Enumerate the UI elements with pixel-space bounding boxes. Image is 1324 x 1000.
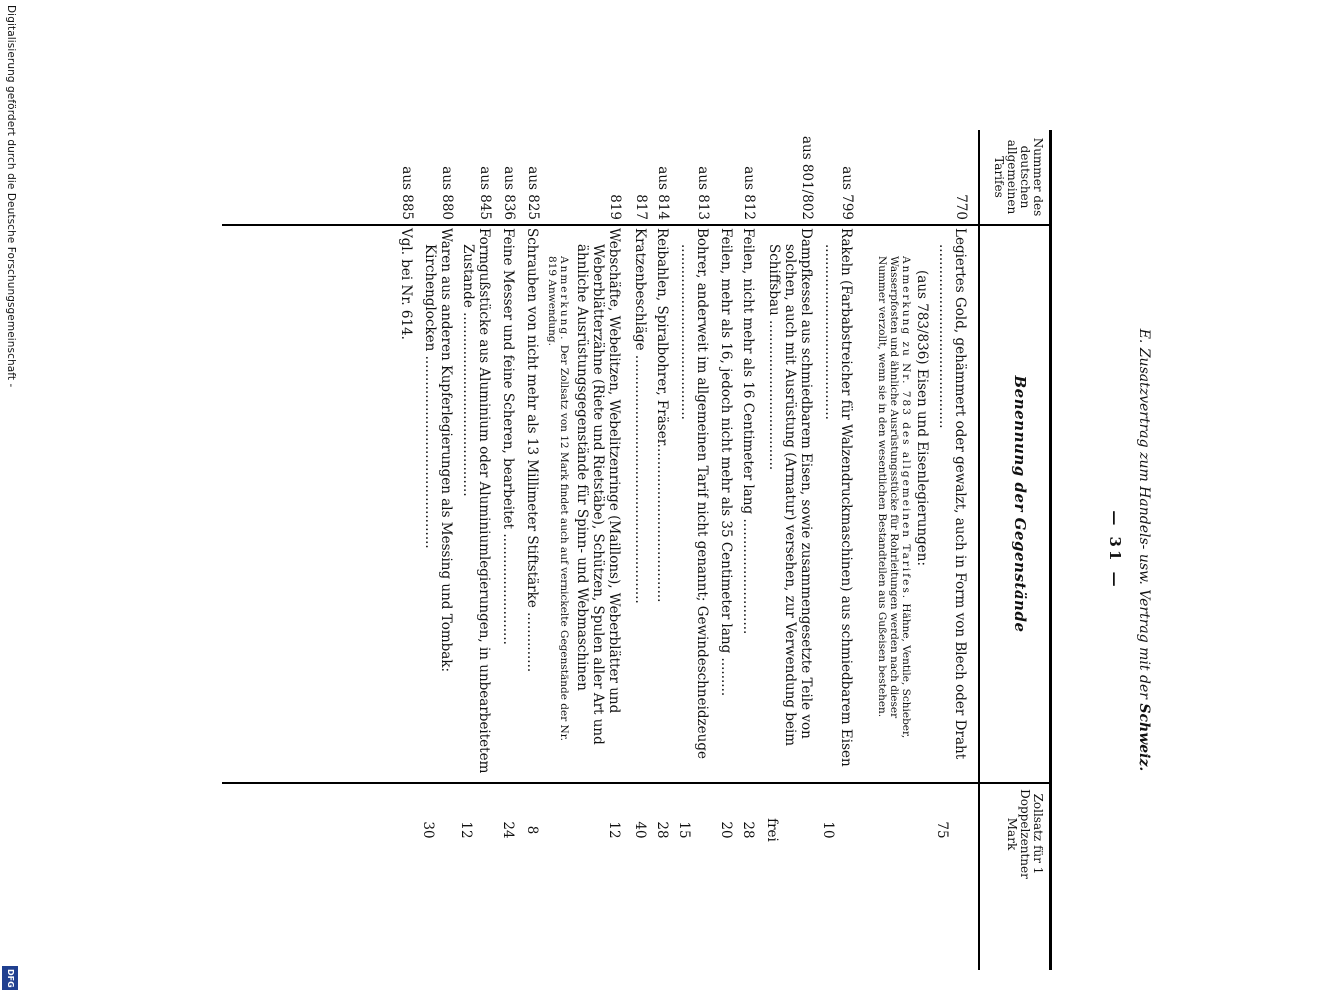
col3-header: Zollsatz für 1 Doppelzentner Mark <box>1005 789 1045 879</box>
running-head <box>1126 130 1162 970</box>
item-description: Feilen, mehr als 16, jedoch nicht mehr als 35 Centimeter lang ......... <box>718 228 734 697</box>
annotation-head: Anmerkung. <box>558 256 570 342</box>
item-description: Formgußstücke aus Aluminium oder Aluminiumlegierungen, in unbearbeitetem Zustande ........................................... <box>460 228 492 774</box>
dfg-logo: DFG <box>2 966 18 990</box>
rotated-page <box>162 130 1162 1000</box>
duty-rate: 20 <box>718 821 734 839</box>
tariff-number: aus 812 <box>741 166 757 220</box>
annotation-text: Hähne, Ventile, Schieber, Wasserpfosten und ähnliche Ausrüstungsstücke für Rohrleitungen werden nach dieser Nummer verzollt, wenn sie in den wesentlichen Bestandteilen aus Gußeisen bestehen. <box>876 256 912 739</box>
tariff-number: aus 885 <box>399 166 415 220</box>
duty-rate: 28 <box>654 821 670 839</box>
duty-rate: 24 <box>500 821 516 839</box>
item-description: Legiertes Gold, gehämmert oder gewalzt, auch in Form von Blech oder Draht ........................................... <box>936 228 968 760</box>
tariff-number: 817 <box>633 194 649 220</box>
margin-credit <box>0 0 22 1000</box>
page-number: — 31 — <box>1106 510 1124 590</box>
duty-rate: 12 <box>606 821 622 839</box>
tariff-number: aus 825 <box>525 166 541 220</box>
running-head-prefix: E. Zusatzvertrag zum Handels- usw. Vertrag mit der <box>1136 328 1152 699</box>
item-description: Waren aus anderen Kupferlegierungen als Messing und Tombak: Kirchenglocken ............................................. <box>422 228 454 673</box>
item-description: Bohrer, anderweit im allgemeinen Tarif nicht genannt; Gewindeschneidzeuge ......................................... <box>678 228 710 759</box>
duty-rate: 40 <box>632 821 648 839</box>
duty-rate: 10 <box>820 821 836 839</box>
tariff-number: aus 836 <box>501 166 517 220</box>
item-description: (aus 783/836) Eisen und Eisenlegierungen: <box>914 270 930 567</box>
tariff-table <box>222 130 1052 970</box>
annotation-head: Anmerkung zu Nr. 783 des allgemeinen Tarifes. <box>900 256 912 601</box>
item-description: Vgl. bei Nr. 614. <box>398 228 414 340</box>
column-rule-1 <box>222 224 1052 226</box>
running-head-country: Schweiz. <box>1136 703 1152 772</box>
item-description: Feine Messer und feine Scheren, bearbeitet .......................... <box>500 228 516 645</box>
tariff-number: aus 845 <box>477 166 493 220</box>
item-description: Rakeln (Farbabstreicher für Walzendruckmaschinen) aus schmiedbarem Eisen ......................................... <box>822 228 854 767</box>
annotation <box>546 256 570 756</box>
table-top-rule <box>1049 130 1052 970</box>
tariff-number: 770 <box>953 194 969 220</box>
item-description: Feilen, nicht mehr als 16 Centimeter lang ........................... <box>740 228 756 635</box>
duty-rate: frei <box>764 818 780 842</box>
tariff-number: aus 813 <box>695 166 711 220</box>
header-rule <box>978 130 980 970</box>
duty-rate: 15 <box>676 821 692 839</box>
item-description: Reibahlen, Spiralbohrer, Fräser..................................... <box>654 228 670 603</box>
tariff-number: aus 799 <box>839 166 855 220</box>
duty-rate: 8 <box>524 825 540 835</box>
item-description: Schrauben von nicht mehr als 13 Millimeter Stiftstärke .............. <box>524 228 540 673</box>
col1-header: Nummer des deutschen allgemeinen Tarifes <box>992 137 1045 217</box>
annotation <box>876 256 912 756</box>
col2-header: Benennung der Gegenstände <box>1011 375 1029 633</box>
item-description: Webschäfte, Webelitzen, Webelitzenringe (Maillons), Weberblätter und Weberblätterzähne (Riete und Rietstäbe), Schützen, Spulen aller Art und ähnliche Ausrüstungsgegenstände für Spinn- und Webmaschinen <box>574 228 622 745</box>
item-description: Kratzenbeschläge .......................................................... <box>632 228 648 604</box>
duty-rate: 75 <box>934 821 950 839</box>
tariff-number: aus 880 <box>439 166 455 220</box>
tariff-number: aus 814 <box>655 166 671 220</box>
column-rule-2 <box>222 782 1052 784</box>
annotation-text: Der Zollsatz von 12 Mark findet auch auf vernickelte Gegenstände der Nr. 819 Anwendung. <box>546 256 570 741</box>
tariff-number: 819 <box>607 194 623 220</box>
duty-rate: 30 <box>420 821 436 839</box>
tariff-number: aus 801/802 <box>799 135 815 220</box>
duty-rate: 12 <box>458 821 474 839</box>
credit-text: Digitalisierung gefördert durch die Deutsche Forschungsgemeinschaft - <box>5 5 17 388</box>
item-description: Dampfkessel aus schmiedbarem Eisen, sowie zusammengesetzte Teile von solchen, auch mit Ausrüstung (Armatur) versehen, zur Verwendung beim Schiffsbau ................................... <box>766 228 814 747</box>
duty-rate: 28 <box>740 821 756 839</box>
